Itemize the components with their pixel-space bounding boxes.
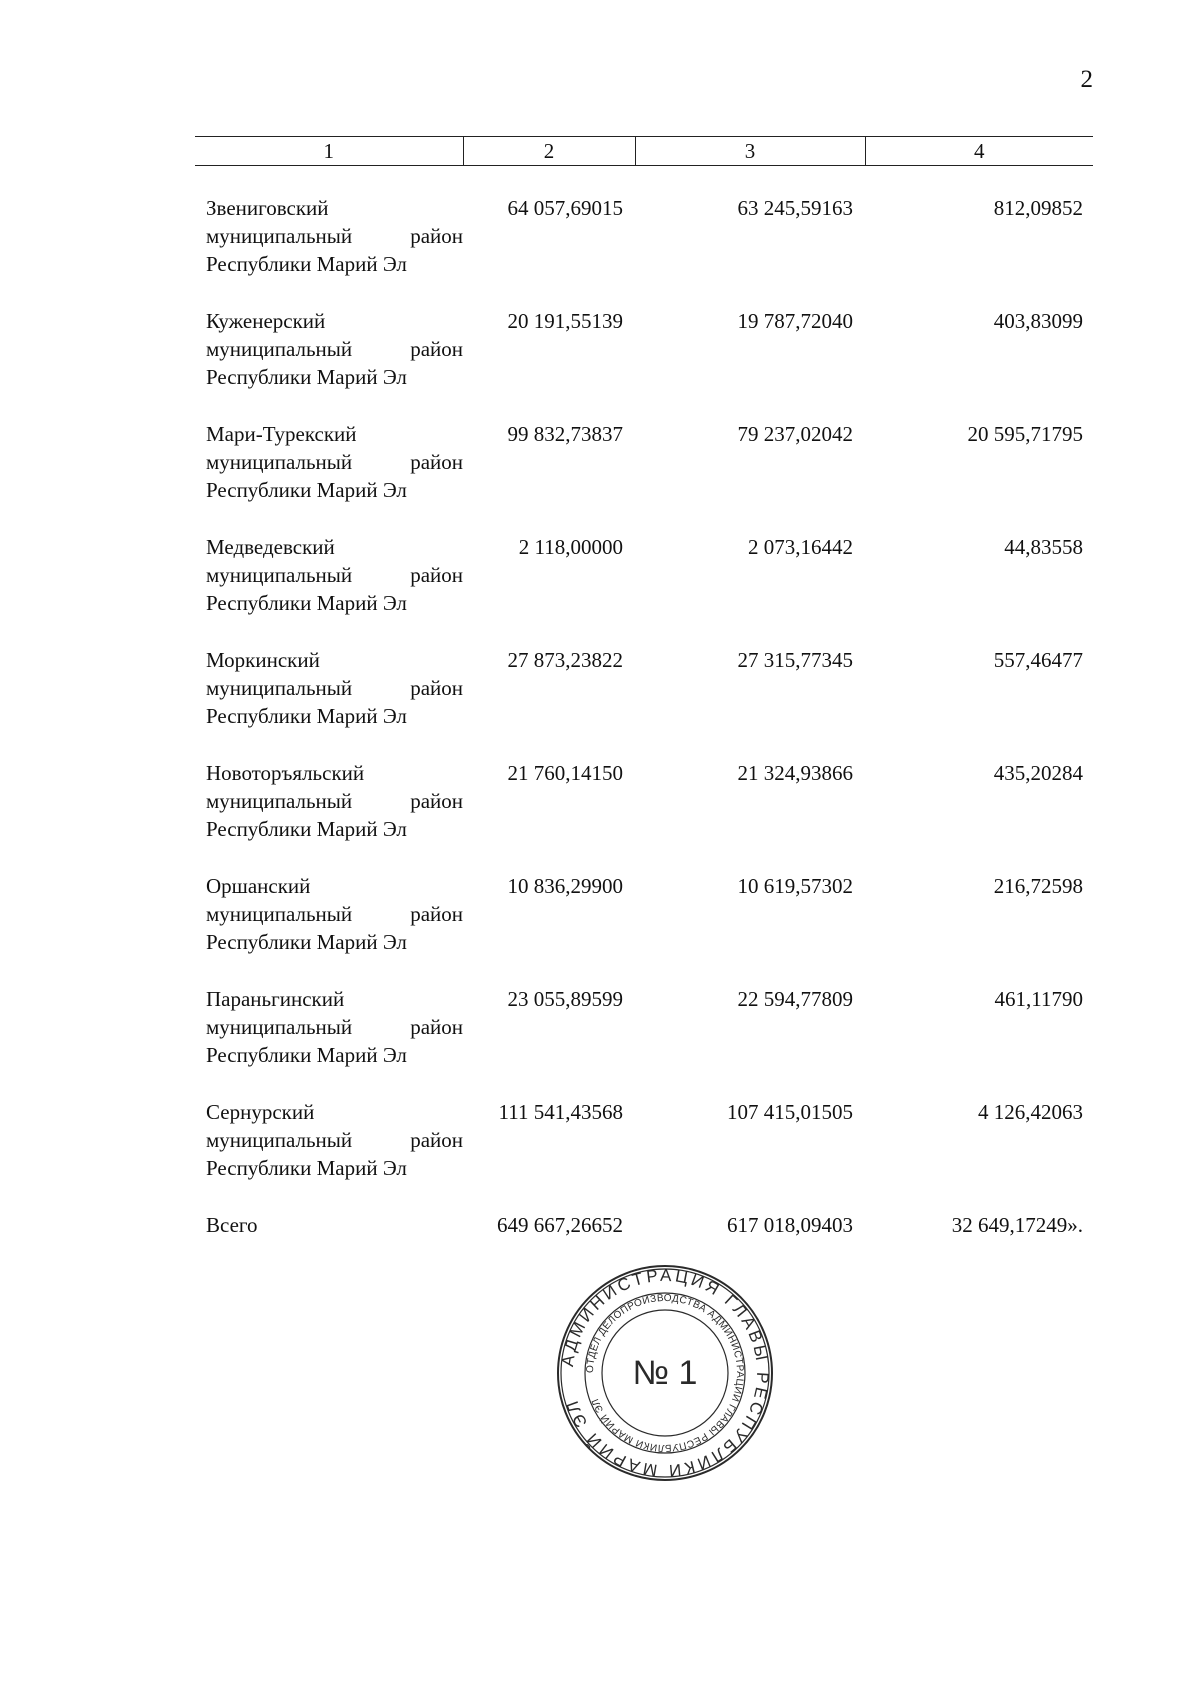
district-name-line: Республики Марий Эл bbox=[206, 1156, 407, 1180]
district-name-line: Республики Марий Эл bbox=[206, 817, 407, 841]
value-cell-c4: 216,72598 bbox=[993, 874, 1083, 898]
page-number: 2 bbox=[1080, 66, 1093, 93]
table-header bbox=[195, 137, 1093, 195]
district-name-line: Республики Марий Эл bbox=[206, 478, 407, 502]
value-cell-c2: 20 191,55139 bbox=[507, 309, 623, 333]
table-row bbox=[195, 533, 1093, 646]
district-name-line: Оршанский bbox=[206, 874, 311, 898]
column-header-4: 4 bbox=[865, 137, 1093, 166]
district-name-line: Медведевский bbox=[206, 535, 335, 559]
district-name-cell bbox=[195, 420, 463, 533]
value-cell-c2: 27 873,23822 bbox=[507, 648, 623, 672]
value-cell-c3: 79 237,02042 bbox=[737, 422, 853, 446]
value-cell-c3: 10 619,57302 bbox=[737, 874, 853, 898]
seal-inner-text: ОТДЕЛ ДЕЛОПРОИЗВОДСТВА АДМИНИСТРАЦИИ ГЛАВЫ РЕСПУБЛИКИ МАРИЙ ЭЛ bbox=[584, 1292, 746, 1454]
district-name-line: Параньгинский bbox=[206, 987, 345, 1011]
column-header-2: 2 bbox=[463, 137, 635, 166]
table-row bbox=[195, 1098, 1093, 1211]
district-name-line: Республики Марий Эл bbox=[206, 365, 407, 389]
district-name-line: Республики Марий Эл bbox=[206, 591, 407, 615]
value-cell-c4: 44,83558 bbox=[1004, 535, 1083, 559]
value-cell-c4: 20 595,71795 bbox=[967, 422, 1083, 446]
district-name-line: Мари-Турекский bbox=[206, 422, 357, 446]
value-cell-c2: 10 836,29900 bbox=[507, 874, 623, 898]
value-cell-c3: 22 594,77809 bbox=[737, 987, 853, 1011]
value-cell-c4: 557,46477 bbox=[993, 648, 1083, 672]
total-value-c3: 617 018,09403 bbox=[727, 1213, 853, 1237]
total-row bbox=[195, 1211, 1093, 1239]
value-cell-c4: 403,83099 bbox=[993, 309, 1083, 333]
value-cell-c3: 2 073,16442 bbox=[748, 535, 853, 559]
value-cell-c4: 461,11790 bbox=[994, 987, 1083, 1011]
official-seal bbox=[555, 1263, 775, 1483]
district-name-line: Новоторъяльский bbox=[206, 761, 365, 785]
value-cell-c2: 2 118,00000 bbox=[518, 535, 623, 559]
district-name-cell bbox=[195, 985, 463, 1098]
table-row bbox=[195, 985, 1093, 1098]
total-value-c4: 32 649,17249». bbox=[951, 1213, 1083, 1237]
value-cell-c3: 27 315,77345 bbox=[737, 648, 853, 672]
table-row bbox=[195, 872, 1093, 985]
column-header-1: 1 bbox=[195, 137, 463, 166]
value-cell-c2: 23 055,89599 bbox=[507, 987, 623, 1011]
district-name-line: Республики Марий Эл bbox=[206, 704, 407, 728]
value-cell-c3: 63 245,59163 bbox=[737, 196, 853, 220]
district-name-line: муниципальный район bbox=[206, 1128, 463, 1152]
table-row bbox=[195, 759, 1093, 872]
table-row bbox=[195, 646, 1093, 759]
district-name-line: Звениговский bbox=[206, 196, 329, 220]
district-name-line: Моркинский bbox=[206, 648, 320, 672]
district-name-line: муниципальный район bbox=[206, 676, 463, 700]
value-cell-c2: 111 541,43568 bbox=[498, 1100, 623, 1124]
table-body bbox=[195, 194, 1093, 1239]
district-name-line: муниципальный район bbox=[206, 789, 463, 813]
district-name-line: Куженерский bbox=[206, 309, 326, 333]
district-name-line: Республики Марий Эл bbox=[206, 1043, 407, 1067]
district-name-cell bbox=[195, 646, 463, 759]
value-cell-c3: 107 415,01505 bbox=[727, 1100, 853, 1124]
column-header-3: 3 bbox=[635, 137, 865, 166]
district-name-line: муниципальный район bbox=[206, 450, 463, 474]
district-name-line: муниципальный район bbox=[206, 902, 463, 926]
value-cell-c2: 64 057,69015 bbox=[507, 196, 623, 220]
value-cell-c3: 21 324,93866 bbox=[737, 761, 853, 785]
district-name-line: муниципальный район bbox=[206, 337, 463, 361]
seal-number: № 1 bbox=[632, 1354, 698, 1392]
total-value-c2: 649 667,26652 bbox=[497, 1213, 623, 1237]
district-name-line: Республики Марий Эл bbox=[206, 930, 407, 954]
district-name-cell bbox=[195, 1098, 463, 1211]
table-row bbox=[195, 307, 1093, 420]
value-cell-c4: 4 126,42063 bbox=[978, 1100, 1083, 1124]
value-cell-c4: 812,09852 bbox=[993, 196, 1083, 220]
seal-outer-text: АДМИНИСТРАЦИЯ ГЛАВЫ РЕСПУБЛИКИ МАРИЙ ЭЛ bbox=[558, 1265, 773, 1481]
district-name-line: муниципальный район bbox=[206, 1015, 463, 1039]
district-name-cell bbox=[195, 759, 463, 872]
district-name-cell bbox=[195, 307, 463, 420]
total-label: Всего bbox=[206, 1213, 258, 1237]
allocation-table bbox=[195, 136, 1093, 1239]
table-row bbox=[195, 194, 1093, 307]
district-name-cell bbox=[195, 194, 463, 307]
value-cell-c2: 99 832,73837 bbox=[507, 422, 623, 446]
district-name-line: Сернурский bbox=[206, 1100, 315, 1124]
value-cell-c2: 21 760,14150 bbox=[507, 761, 623, 785]
district-name-line: муниципальный район bbox=[206, 224, 463, 248]
table-row bbox=[195, 420, 1093, 533]
district-name-line: муниципальный район bbox=[206, 563, 463, 587]
value-cell-c3: 19 787,72040 bbox=[737, 309, 853, 333]
district-name-cell bbox=[195, 533, 463, 646]
value-cell-c4: 435,20284 bbox=[993, 761, 1083, 785]
district-name-line: Республики Марий Эл bbox=[206, 252, 407, 276]
district-name-cell bbox=[195, 872, 463, 985]
